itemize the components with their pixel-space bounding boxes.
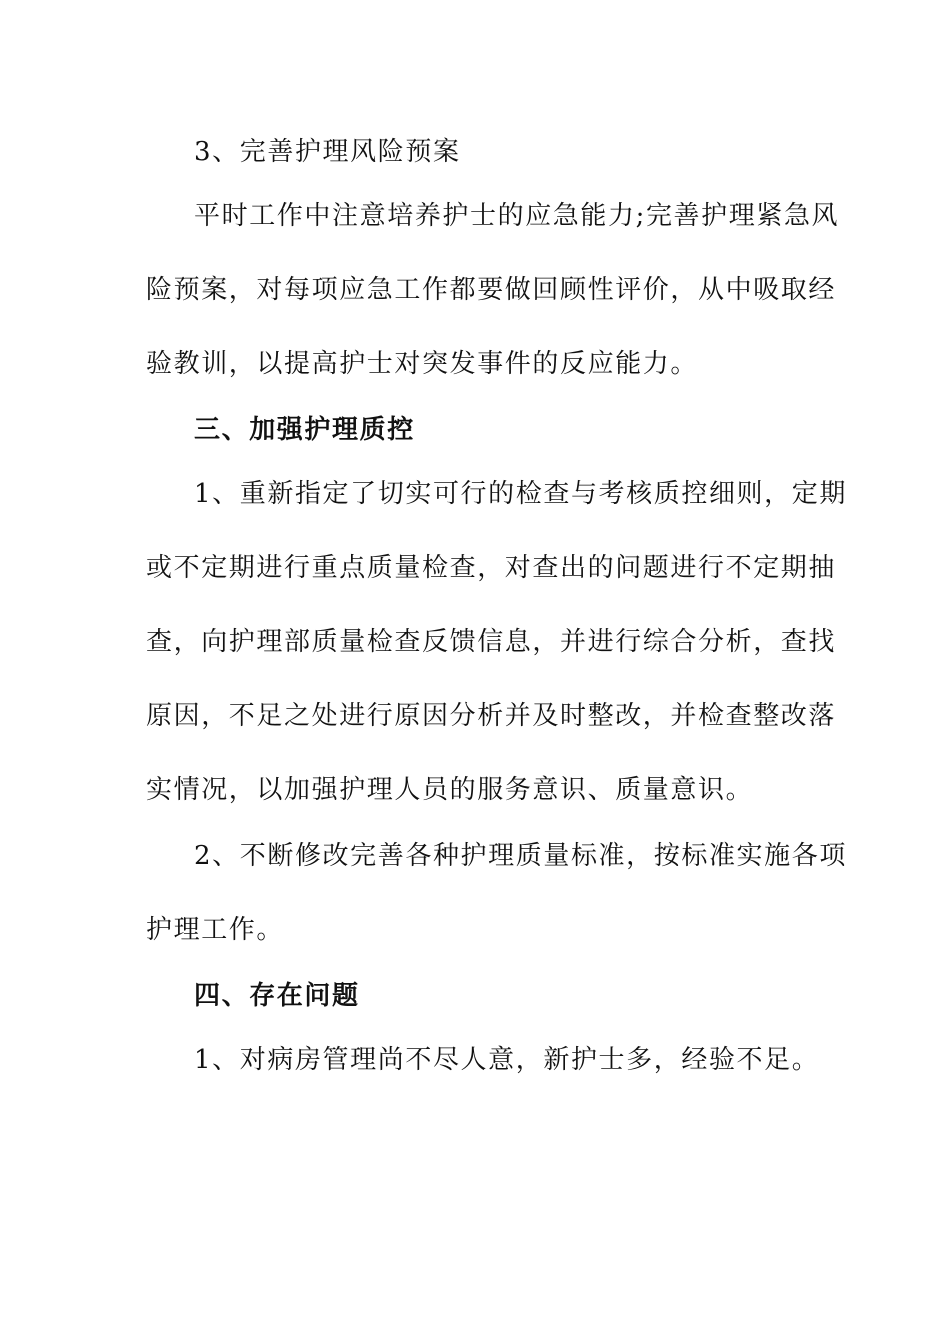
- section-heading: 四、存在问题: [194, 981, 360, 1011]
- subsection-heading: 3、完善护理风险预案: [194, 137, 461, 167]
- paragraph-line: 验教训，以提高护士对突发事件的反应能力。: [146, 349, 699, 379]
- paragraph-line: 2、不断修改完善各种护理质量标准，按标准实施各项: [194, 841, 847, 871]
- paragraph-line: 或不定期进行重点质量检查，对查出的问题进行不定期抽: [146, 553, 837, 583]
- paragraph-line: 1、重新指定了切实可行的检查与考核质控细则，定期: [194, 479, 847, 509]
- paragraph-line: 险预案，对每项应急工作都要做回顾性评价，从中吸取经: [146, 275, 837, 305]
- paragraph-line: 护理工作。: [146, 915, 285, 945]
- paragraph-line: 1、对病房管理尚不尽人意，新护士多，经验不足。: [194, 1045, 820, 1075]
- section-heading: 三、加强护理质控: [194, 415, 415, 445]
- paragraph-line: 查，向护理部质量检查反馈信息，并进行综合分析，查找: [146, 627, 837, 657]
- paragraph-line: 平时工作中注意培养护士的应急能力;完善护理紧急风: [194, 201, 840, 231]
- paragraph-line: 原因，不足之处进行原因分析并及时整改，并检查整改落: [146, 701, 837, 731]
- paragraph-line: 实情况，以加强护理人员的服务意识、质量意识。: [146, 775, 754, 805]
